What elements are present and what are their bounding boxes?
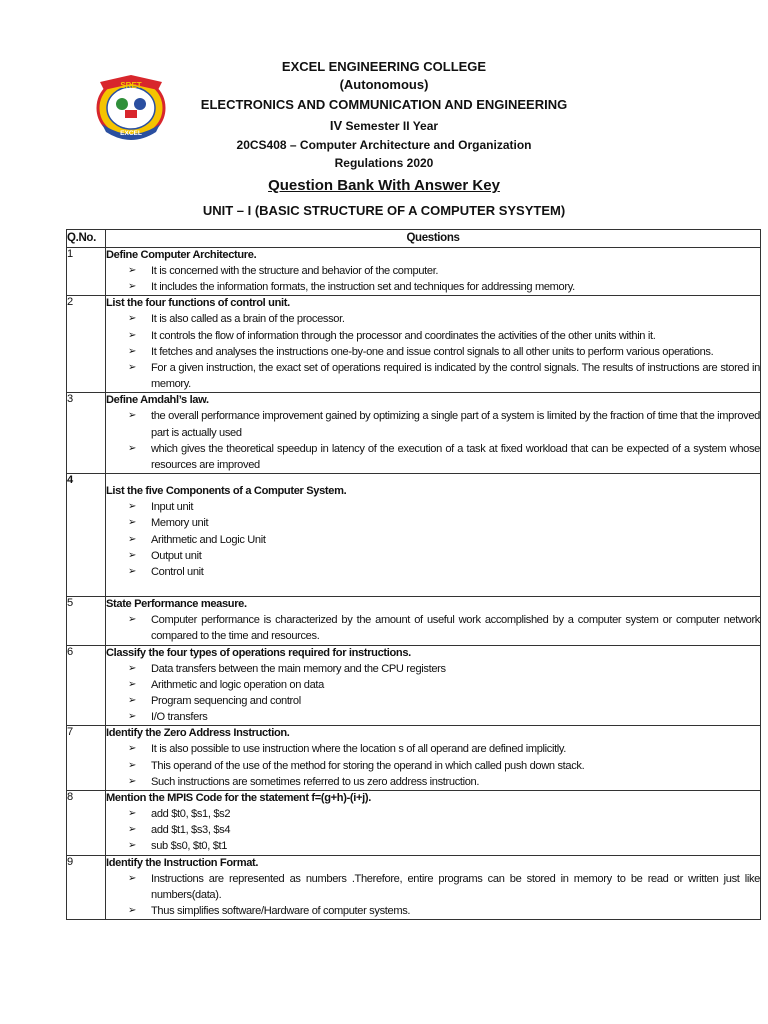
answer-item: ➢ Thus simplifies software/Hardware of computer systems. xyxy=(128,903,760,919)
answer-item: ➢ Computer performance is characterized by the amount of useful work accomplished by a computer system or computer network compared to the time and resources. xyxy=(128,612,760,644)
semester-numeral: IV xyxy=(329,118,343,133)
question-text: List the five Components of a Computer System. xyxy=(106,485,347,498)
answer-item: ➢ Arithmetic and logic operation on data xyxy=(128,677,760,693)
answer-list xyxy=(106,612,760,644)
answer-item: ➢ Input unit xyxy=(128,499,760,515)
answer-list xyxy=(106,263,760,295)
question-number: 8 xyxy=(67,791,106,856)
question-cell xyxy=(106,474,761,597)
table-row xyxy=(67,296,761,393)
table-row xyxy=(67,597,761,645)
answer-item: ➢ Data transfers between the main memory and the CPU registers xyxy=(128,661,760,677)
answer-item: ➢ Control unit xyxy=(128,564,760,580)
answer-item: ➢ It controls the flow of information through the processor and coordinates the activities of the other units within it. xyxy=(128,328,760,344)
semester-text: Semester II Year xyxy=(342,119,439,133)
question-text: Classify the four types of operations required for instructions. xyxy=(106,646,411,659)
answer-item: ➢ It is also called as a brain of the processor. xyxy=(128,311,760,327)
qno-header: Q.No. xyxy=(67,230,106,248)
table-row xyxy=(67,791,761,856)
question-text: Define Amdahl’s law. xyxy=(106,394,209,407)
answer-item: ➢ This operand of the use of the method for storing the operand in which called push down stack. xyxy=(128,758,760,774)
answer-list xyxy=(106,311,760,392)
table-row xyxy=(67,726,761,791)
question-cell xyxy=(106,296,761,393)
answer-list xyxy=(106,741,760,790)
question-cell xyxy=(106,645,761,726)
question-cell xyxy=(106,248,761,296)
course-title: 20CS408 – Computer Architecture and Organization xyxy=(236,138,532,152)
question-number: 9 xyxy=(67,855,106,920)
semester-line xyxy=(0,118,768,133)
table-row xyxy=(67,855,761,920)
question-number: 6 xyxy=(67,645,106,726)
answer-item: ➢ Arithmetic and Logic Unit xyxy=(128,532,760,548)
question-text: Identify the Zero Address Instruction. xyxy=(106,727,290,740)
question-number: 7 xyxy=(67,726,106,791)
answer-item: ➢ Such instructions are sometimes referred to us zero address instruction. xyxy=(128,774,760,790)
answer-item: ➢ It is concerned with the structure and behavior of the computer. xyxy=(128,263,760,279)
question-text: Mention the MPIS Code for the statement f=(g+h)-(i+j). xyxy=(106,792,371,805)
question-cell xyxy=(106,393,761,474)
answer-list xyxy=(106,499,760,580)
question-table xyxy=(66,229,761,920)
answer-item: ➢ For a given instruction, the exact set of operations required is indicated by the control signals. The results of instructions are stored in memory. xyxy=(128,360,760,392)
question-text: State Performance measure. xyxy=(106,598,247,611)
question-number: 4 xyxy=(67,474,106,597)
answer-item: ➢ which gives the theoretical speedup in latency of the execution of a task at fixed workload that can be expected of a system whose resources are improved xyxy=(128,441,760,473)
answer-item: ➢ the overall performance improvement gained by optimizing a single part of a system is limited by the fraction of time that the improved part is actually used xyxy=(128,408,760,440)
answer-list xyxy=(106,661,760,726)
question-cell xyxy=(106,726,761,791)
question-cell xyxy=(106,855,761,920)
question-text: List the four functions of control unit. xyxy=(106,297,290,310)
logo-top-text: SRET xyxy=(120,81,142,90)
question-number: 5 xyxy=(67,597,106,645)
college-name: EXCEL ENGINEERING COLLEGE xyxy=(281,59,487,74)
answer-item: ➢ Output unit xyxy=(128,548,760,564)
regulations: Regulations 2020 xyxy=(334,156,434,170)
table-row xyxy=(67,248,761,296)
table-row xyxy=(67,393,761,474)
questions-header: Questions xyxy=(106,230,761,248)
table-row xyxy=(67,645,761,726)
unit-title: UNIT – I (BASIC STRUCTURE OF A COMPUTER SYSYTEM) xyxy=(202,203,566,218)
answer-item: ➢ It includes the information formats, the instruction set and techniques for addressing memory. xyxy=(128,279,760,295)
table-header-row xyxy=(67,230,761,248)
answer-list xyxy=(106,806,760,855)
answer-item: ➢ Program sequencing and control xyxy=(128,693,760,709)
question-number: 3 xyxy=(67,393,106,474)
answer-item: ➢ add $t1, $s3, $s4 xyxy=(128,822,760,838)
answer-item: ➢ I/O transfers xyxy=(128,709,760,725)
question-cell xyxy=(106,791,761,856)
question-text: Define Computer Architecture. xyxy=(106,249,257,261)
autonomous-label: (Autonomous) xyxy=(339,77,429,92)
department-name: ELECTRONICS AND COMMUNICATION AND ENGINEERING xyxy=(200,97,568,112)
question-cell xyxy=(106,597,761,645)
question-text: Identify the Instruction Format. xyxy=(106,856,259,869)
answer-item: ➢ Instructions are represented as numbers .Therefore, entire programs can be stored in memory to be read or written just like numbers(data). xyxy=(128,871,760,903)
question-number: 1 xyxy=(67,248,106,296)
question-number: 2 xyxy=(67,296,106,393)
answer-list xyxy=(106,871,760,920)
logo-bottom-text: EXCEL xyxy=(120,130,142,137)
answer-item: ➢ add $t0, $s1, $s2 xyxy=(128,806,760,822)
document-title: Question Bank With Answer Key xyxy=(268,177,500,194)
table-row xyxy=(67,474,761,597)
answer-item: ➢ sub $s0, $t0, $t1 xyxy=(128,838,760,854)
answer-list xyxy=(106,408,760,473)
answer-item: ➢ It fetches and analyses the instructions one-by-one and issue control signals to all other units to perform various operations. xyxy=(128,344,760,360)
answer-item: ➢ Memory unit xyxy=(128,515,760,531)
answer-item: ➢ It is also possible to use instruction where the location s of all operand are defined implicitly. xyxy=(128,741,760,757)
